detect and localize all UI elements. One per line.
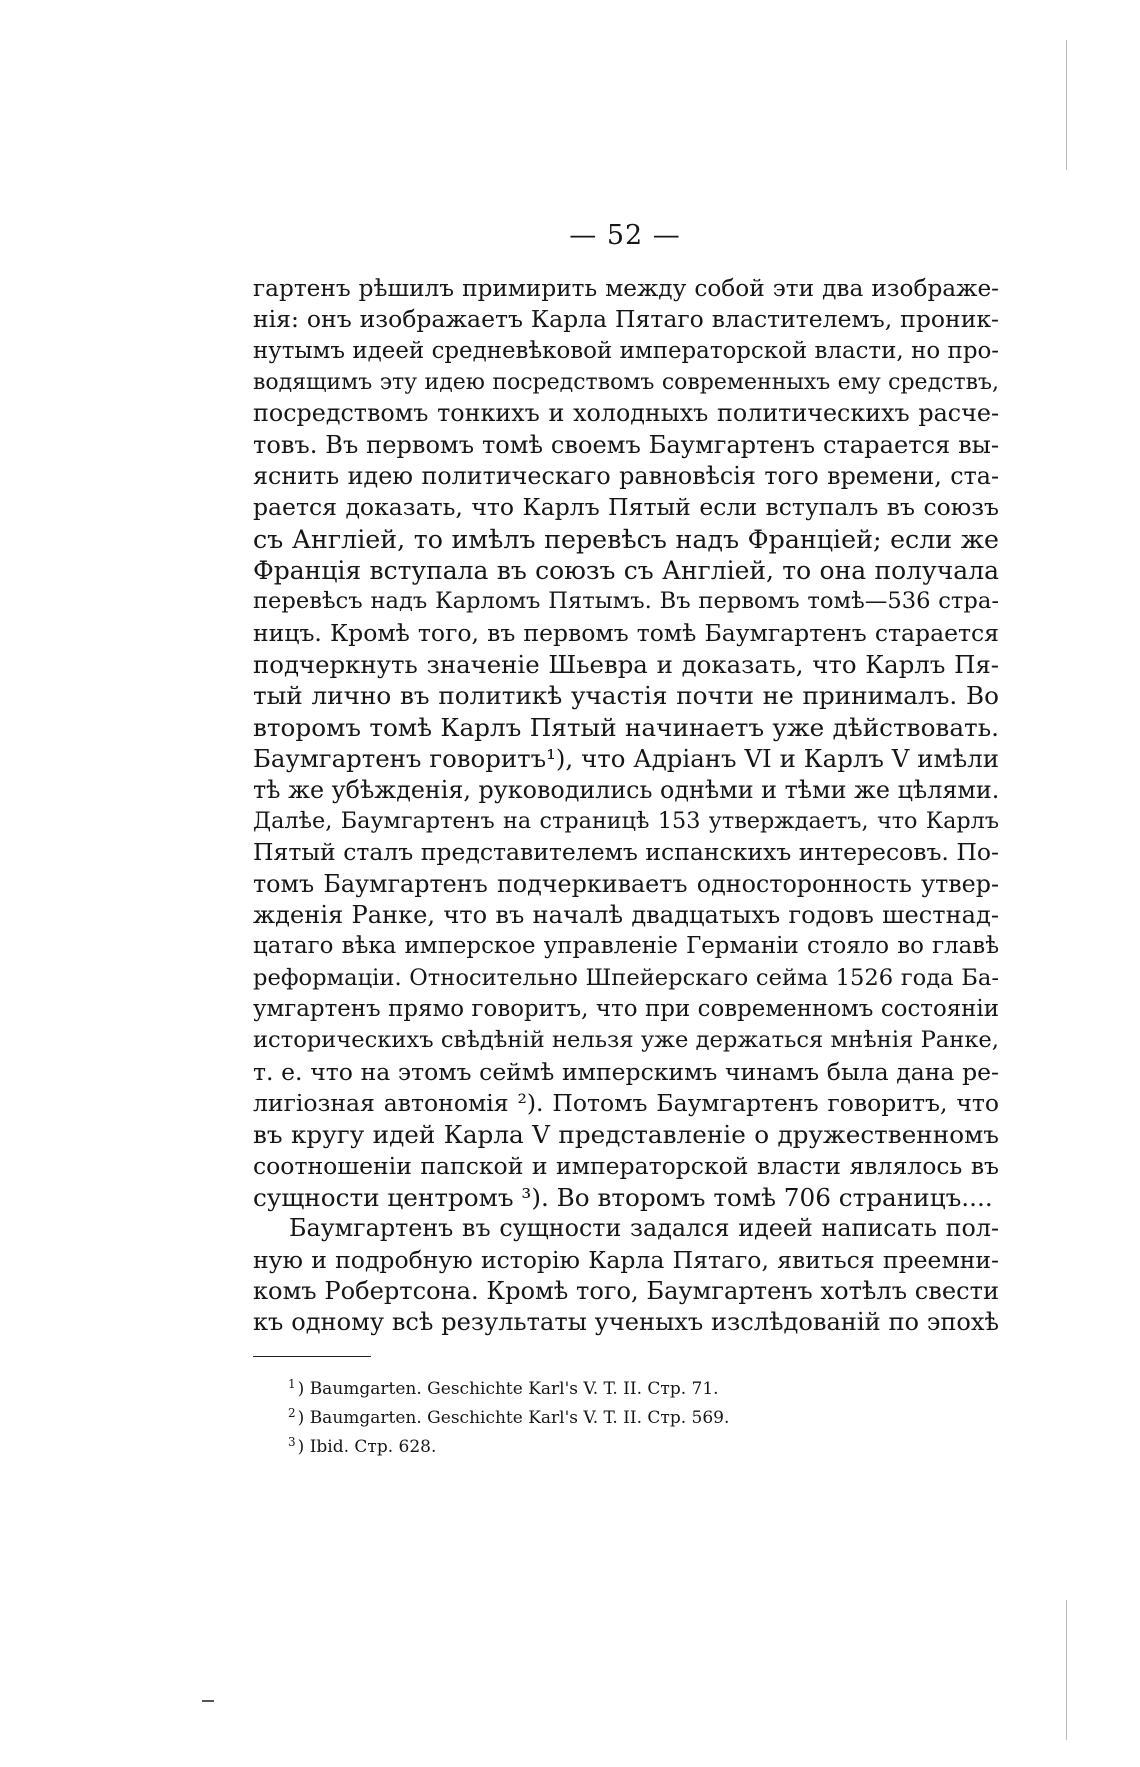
text-line: комъ Робертсона. Кромѣ того, Баумгартенъ хотѣлъ свести xyxy=(253,1277,999,1305)
text-line: тый лично въ политикѣ участія почти не принималъ. Во xyxy=(253,681,999,711)
text-line: второмъ томѣ Карлъ Пятый начинаетъ уже дѣйствовать. xyxy=(253,712,999,742)
scan-speck xyxy=(202,1700,214,1702)
text-line: Франція вступала въ союзъ съ Англіей, то она получала xyxy=(253,556,999,586)
text-line: реформаціи. Относительно Шпейерскаго сейма 1526 года Ба- xyxy=(253,964,999,991)
footnote-text: Baumgarten. Geschichte Karl's V. T. II. Стр. 71. xyxy=(309,1379,719,1399)
text-line: нутымъ идеей средневѣковой императорской власти, но про- xyxy=(253,337,999,364)
text-line: жденія Ранке, что въ началѣ двадцатыхъ годовъ шестнад- xyxy=(253,900,999,929)
footnote: $^2$ ) Baumgarten. Geschichte Karl's V. T. II. Стр. 569. xyxy=(288,1406,730,1428)
body-text xyxy=(253,273,999,1339)
text-line: сущности центромъ ³). Во второмъ томѣ 706 страницъ.... xyxy=(253,1182,993,1212)
text-line: умгартенъ прямо говоритъ, что при современномъ состояніи xyxy=(253,995,999,1022)
text-line: историческихъ свѣдѣній нельзя уже держаться мнѣнія Ранке, xyxy=(253,1027,999,1054)
footnote-mark: 1 xyxy=(288,1377,296,1391)
scan-edge-mark xyxy=(1066,1600,1067,1740)
footnotes xyxy=(288,1372,729,1459)
footnote-mark: 3 xyxy=(288,1435,296,1449)
text-line: съ Англіей, то имѣлъ перевѣсъ надъ Франціей; если же xyxy=(253,524,999,554)
text-line: нія: онъ изображаетъ Карла Пятаго властителемъ, проник- xyxy=(253,305,999,334)
text-line: товъ. Въ первомъ томѣ своемъ Баумгартенъ старается вы- xyxy=(253,430,999,459)
scan-edge-mark xyxy=(1066,40,1067,170)
page-number: — 52 — xyxy=(569,220,681,251)
text-line: яснить идею политическаго равновѣсія того времени, ста- xyxy=(253,462,999,491)
text-line: гартенъ рѣшилъ примирить между собой эти два изображе- xyxy=(253,275,999,302)
text-line: тѣ же убѣжденія, руководились однѣми и тѣми же цѣлями. xyxy=(253,775,1000,804)
text-line: лигіозная автономія ²). Потомъ Баумгартенъ говоритъ, что xyxy=(253,1088,999,1117)
text-line: ницъ. Кромѣ того, въ первомъ томѣ Баумгартенъ старается xyxy=(253,618,999,647)
footnote: $^3$ ) Ibid. Стр. 628. xyxy=(288,1435,437,1457)
text-line: къ одному всѣ результаты ученыхъ изслѣдованій по эпохѣ xyxy=(253,1308,999,1337)
text-line: посредствомъ тонкихъ и холодныхъ политическихъ расче- xyxy=(253,399,999,428)
text-line: т. е. что на этомъ сеймѣ имперскимъ чинамъ была дана ре- xyxy=(253,1057,999,1086)
text-line: Далѣе, Баумгартенъ на страницѣ 153 утверждаетъ, что Карлъ xyxy=(253,807,999,834)
text-line: рается доказать, что Карлъ Пятый если вступалъ въ союзъ xyxy=(253,493,999,522)
footnote-mark: 2 xyxy=(288,1406,296,1420)
footnote-divider xyxy=(253,1356,371,1357)
text-line: Баумгартенъ говоритъ¹), что Адріанъ VI и Карлъ V имѣли xyxy=(253,744,999,774)
text-line: Пятый сталъ представителемъ испанскихъ интересовъ. По- xyxy=(253,838,999,867)
text-line: перевѣсъ надъ Карломъ Пятымъ. Въ первомъ томѣ—536 стра- xyxy=(253,588,999,615)
text-line: подчеркнуть значеніе Шьевра и доказать, что Карлъ Пя- xyxy=(253,650,999,680)
footnote-text: Baumgarten. Geschichte Karl's V. T. II. Стр. 569. xyxy=(309,1408,730,1428)
footnote-text: Ibid. Стр. 628. xyxy=(309,1437,437,1457)
text-line: томъ Баумгартенъ подчеркиваетъ односторонность утвер- xyxy=(253,869,999,898)
text-line: соотношеніи папской и императорской власти являлось въ xyxy=(253,1151,999,1180)
paragraph-start-line: Баумгартенъ въ сущности задался идеей написать пол- xyxy=(289,1214,999,1243)
text-line: водящимъ эту идею посредствомъ современныхъ ему средствъ, xyxy=(253,370,999,396)
text-line: въ кругу идей Карла V представленіе о дружественномъ xyxy=(253,1120,999,1150)
text-line: цатаго вѣка имперское управленіе Германіи стояло во главѣ xyxy=(253,933,999,960)
text-line: ную и подробную исторію Карла Пятаго, явиться преемни- xyxy=(253,1245,999,1274)
footnote: $^1$ ) Baumgarten. Geschichte Karl's V. T. II. Стр. 71. xyxy=(288,1377,719,1399)
